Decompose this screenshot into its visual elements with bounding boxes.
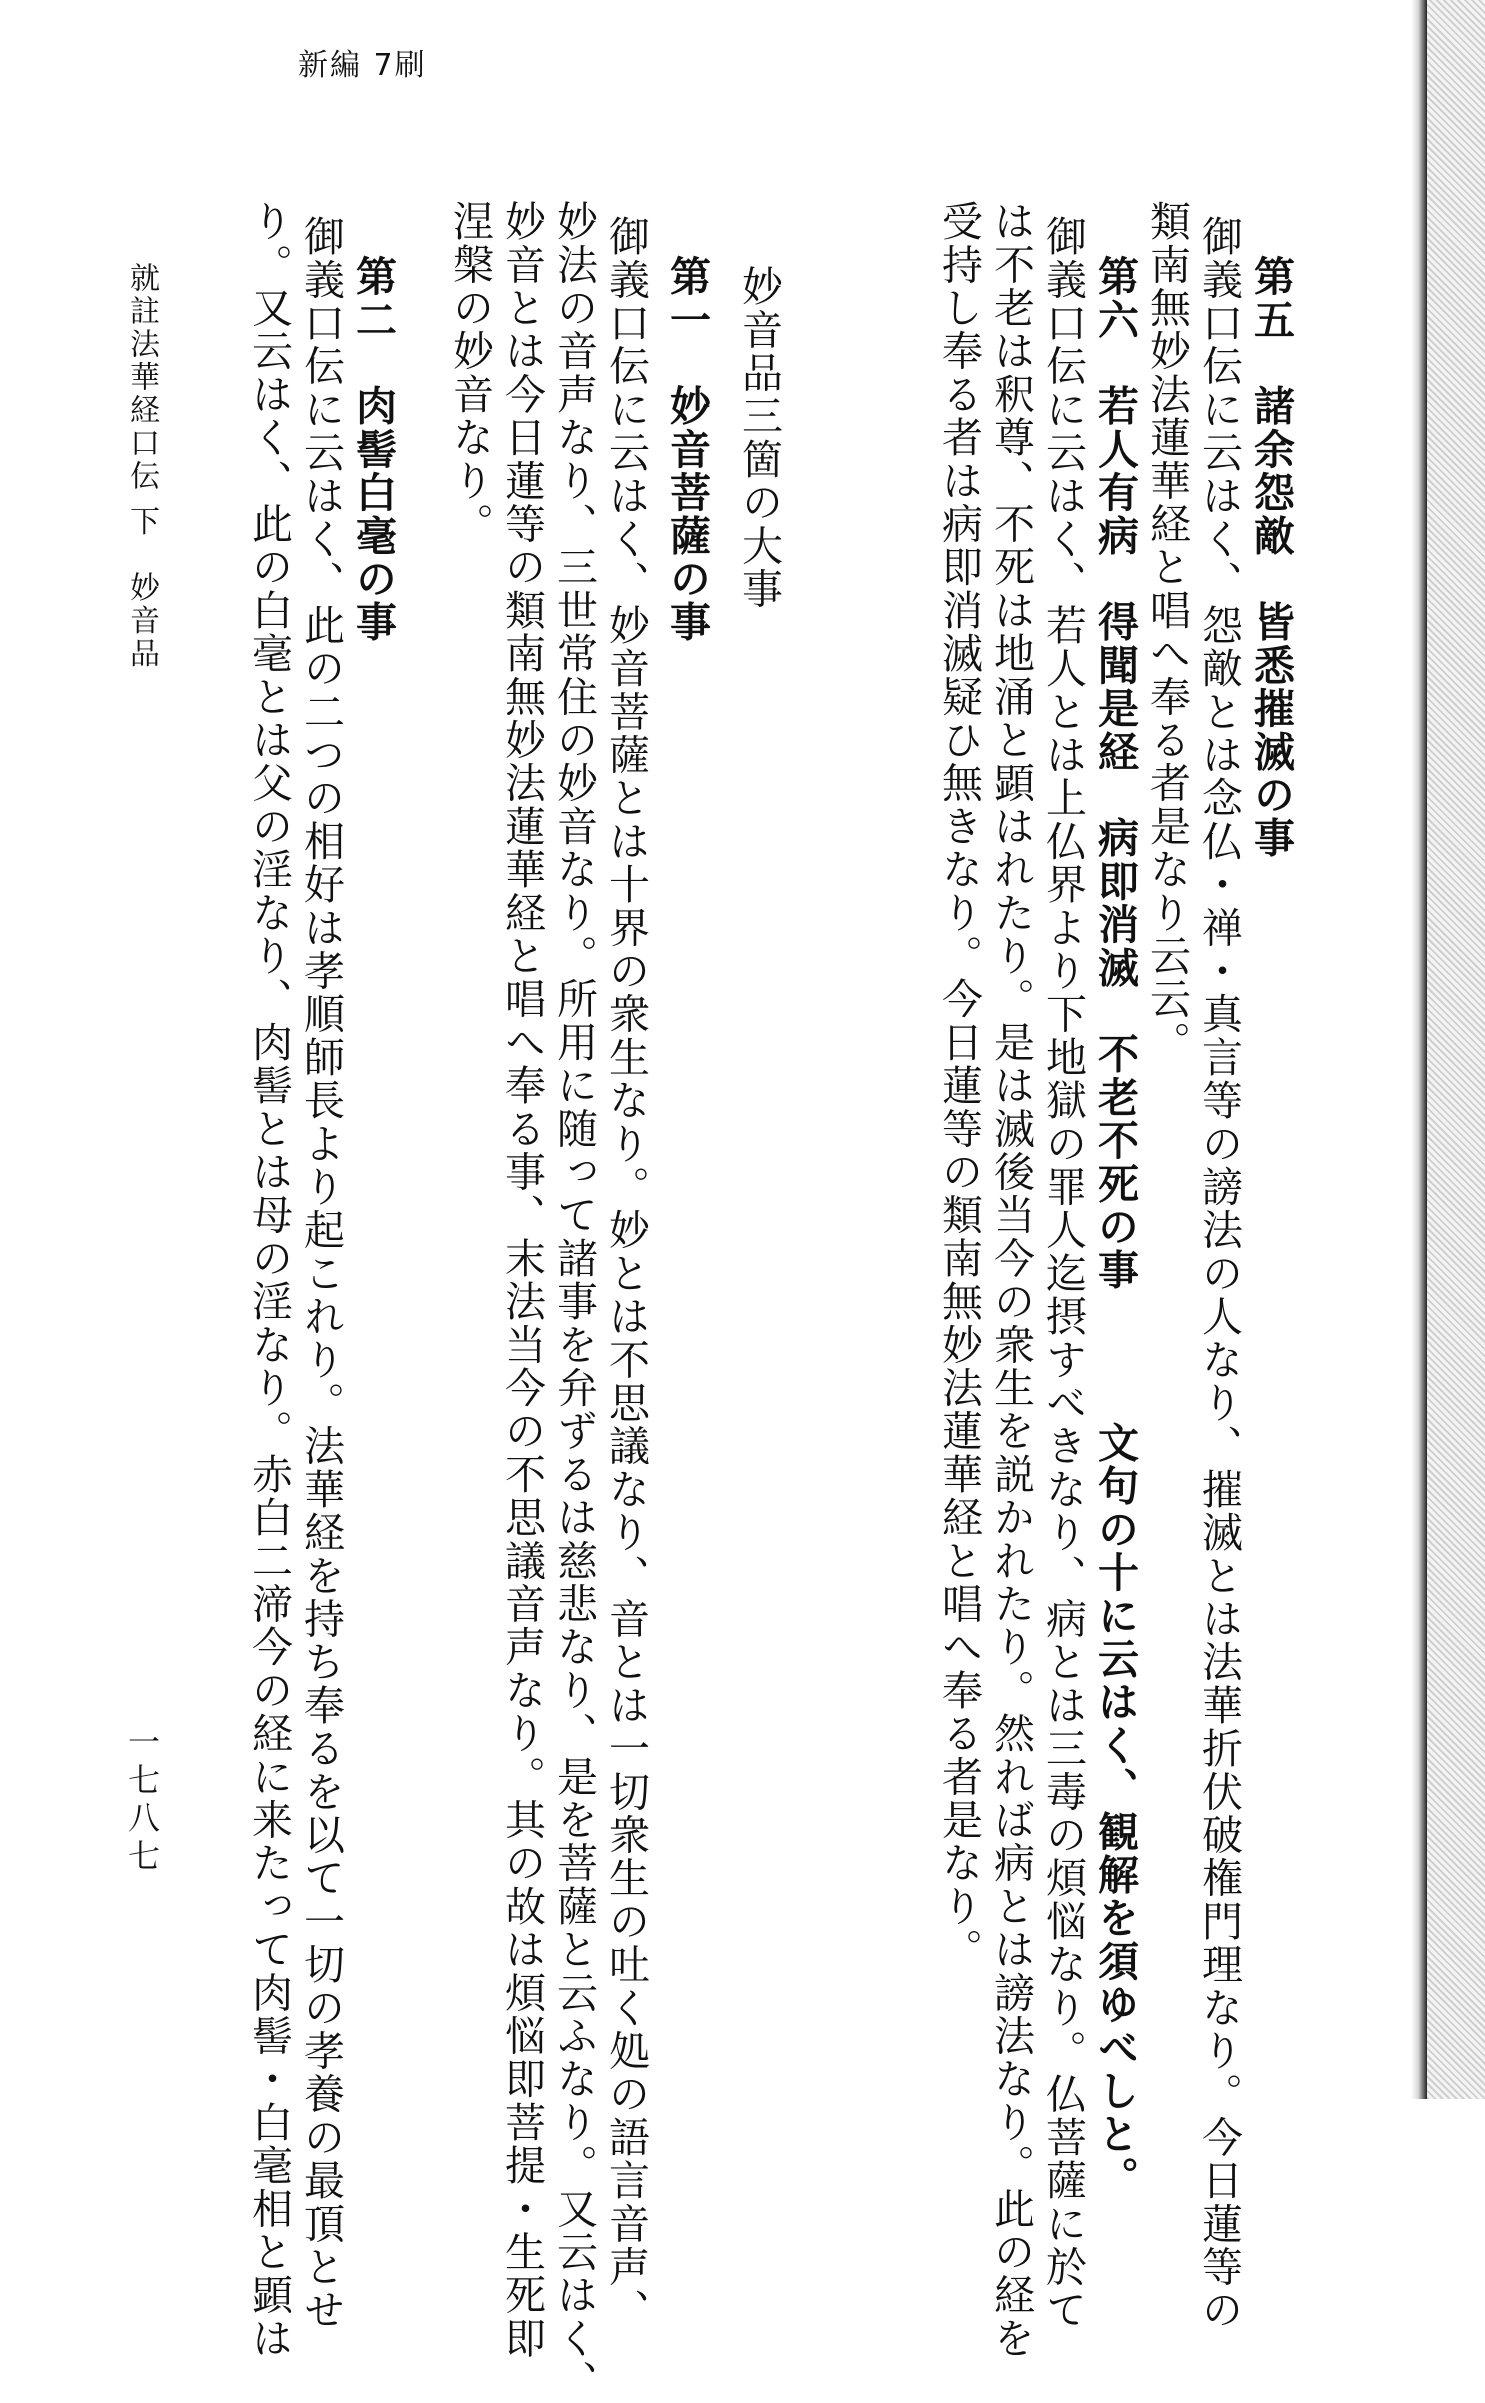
text-column-11: 妙法の音声なり、三世常住の妙音なり。所用に随って諸事を弁ずるは慈悲なり、是を菩薩と云ふなり。又云はく、: [550, 200, 598, 2403]
text-column-8: 妙音品三箇の大事: [735, 265, 783, 611]
page-gutter-shadow: [1420, 0, 1485, 2099]
text-column-1: 第五 諸余怨敵 皆悉摧滅の事: [1247, 255, 1295, 860]
text-column-14: 第二 肉髻白毫の事: [349, 255, 397, 644]
text-column-10: 御義口伝に云はく、妙音菩薩とは十界の衆生なり。妙とは不思議なり、音とは一切衆生の吐く処の語言音声、: [602, 215, 650, 2332]
text-column-7: 受持し奉る者は病即消滅疑ひ無きなり。今日蓮等の類南無妙法蓮華経と唱へ奉る者是なり。: [935, 200, 983, 1972]
page-header: 新編 7刷: [298, 48, 427, 83]
text-column-12: 妙音とは今日蓮等の類南無妙法蓮華経と唱へ奉る事、末法当今の不思議音声なり。其の故は煩悩即菩提・生死即: [498, 200, 546, 2360]
text-column-4: 第六 若人有病 得聞是経 病即消滅 不老不死の事 文句の十に云はく、観解を須ゆべしと。: [1091, 255, 1139, 2199]
footer-title: 就註法華経口伝 下 妙音品: [124, 262, 159, 671]
text-column-2: 御義口伝に云はく、怨敵とは念仏・禅・真言等の謗法の人なり、摧滅とは法華折伏破権門理なり。今日蓮等の: [1195, 215, 1243, 2332]
page-binding-edge: [1411, 0, 1427, 2099]
text-column-15: 御義口伝に云はく、此の二つの相好は孝順師長より起これり。法華経を持ち奉るを以て一切の孝養の最頂とせ: [297, 215, 345, 2332]
text-column-3: 類南無妙法蓮華経と唱へ奉る者是なり云云。: [1143, 200, 1191, 1064]
page-number: 一七八七: [123, 1725, 161, 1877]
text-column-13: 涅槃の妙音なり。: [446, 200, 494, 546]
text-column-5: 御義口伝に云はく、若人とは上仏界より下地獄の罪人迄摂すべきなり、病とは三毒の煩悩なり。仏菩薩に於て: [1039, 215, 1087, 2332]
text-column-6: は不老は釈尊、不死は地涌と顕はれたり。是は滅後当今の衆生を説かれたり。然れば病とは謗法なり。此の経を: [987, 200, 1035, 2360]
text-column-16: り。又云はく、此の白毫とは父の淫なり、肉髻とは母の淫なり。赤白二渧今の経に来たって肉髻・白毫相と顕は: [245, 200, 293, 2360]
text-column-9: 第一 妙音菩薩の事: [663, 255, 711, 644]
